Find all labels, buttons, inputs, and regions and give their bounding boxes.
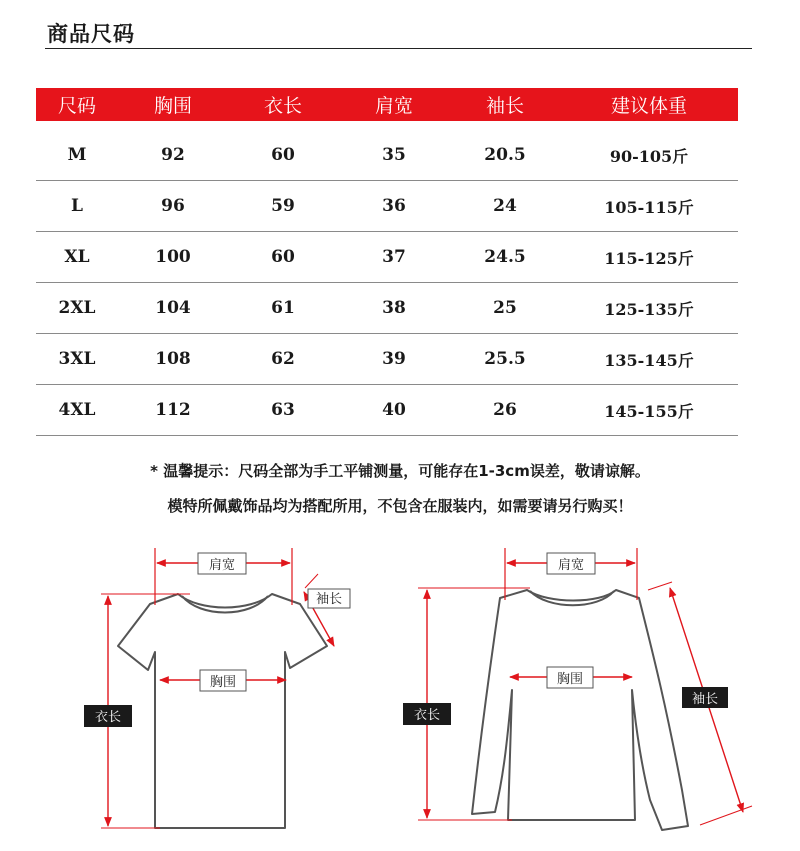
cell-length: 61 [228, 283, 338, 334]
cell-shoulder: 36 [338, 181, 450, 232]
tshirt-length-label: 衣长 [94, 710, 122, 725]
cell-weight: 125-135斤 [560, 283, 738, 334]
cell-chest: 96 [118, 181, 228, 232]
tshirt-sleeve-label: 袖长 [315, 592, 343, 607]
header-chest: 胸围 [118, 88, 228, 121]
cell-length: 60 [228, 232, 338, 283]
header-sleeve: 袖长 [450, 88, 560, 121]
tshirt-chest-label: 胸围 [209, 675, 237, 690]
cell-size: 2XL [36, 283, 118, 334]
cell-weight: 105-115斤 [560, 181, 738, 232]
page-title: 商品尺码 [47, 22, 135, 46]
header-size: 尺码 [36, 88, 118, 121]
cell-sleeve: 25 [450, 283, 560, 334]
cell-size: L [36, 181, 118, 232]
longsleeve-outline [472, 590, 688, 830]
cell-shoulder: 35 [338, 130, 450, 181]
cell-size: M [36, 130, 118, 181]
longsleeve-sleeve-label: 袖长 [691, 692, 719, 707]
cell-shoulder: 40 [338, 385, 450, 436]
cell-shoulder: 39 [338, 334, 450, 385]
cell-sleeve: 24.5 [450, 232, 560, 283]
header-length: 衣长 [228, 88, 338, 121]
longsleeve-shoulder-label: 肩宽 [557, 558, 585, 573]
longsleeve-length-label: 衣长 [413, 708, 441, 723]
cell-weight: 90-105斤 [560, 130, 738, 181]
cell-length: 62 [228, 334, 338, 385]
cell-weight: 135-145斤 [560, 334, 738, 385]
longsleeve-diagram [403, 548, 752, 830]
cell-length: 60 [228, 130, 338, 181]
cell-size: XL [36, 232, 118, 283]
accessory-note: 模特所佩戴饰品均为搭配所用，不包含在服装内，如需要请另行购买！ [167, 497, 633, 515]
cell-weight: 145-155斤 [560, 385, 738, 436]
cell-size: 3XL [36, 334, 118, 385]
tshirt-shoulder-label: 肩宽 [208, 558, 236, 573]
cell-length: 59 [228, 181, 338, 232]
cell-chest: 108 [118, 334, 228, 385]
tshirt-diagram [84, 548, 350, 828]
cell-sleeve: 26 [450, 385, 560, 436]
cell-length: 63 [228, 385, 338, 436]
cell-chest: 92 [118, 130, 228, 181]
cell-sleeve: 24 [450, 181, 560, 232]
cell-sleeve: 25.5 [450, 334, 560, 385]
cell-chest: 112 [118, 385, 228, 436]
header-shoulder: 肩宽 [338, 88, 450, 121]
measurement-note: * 温馨提示：尺码全部为手工平铺测量，可能存在1-3cm误差，敬请谅解。 [150, 462, 650, 480]
cell-chest: 104 [118, 283, 228, 334]
cell-weight: 115-125斤 [560, 232, 738, 283]
cell-chest: 100 [118, 232, 228, 283]
cell-sleeve: 20.5 [450, 130, 560, 181]
header-weight: 建议体重 [560, 88, 738, 121]
longsleeve-chest-label: 胸围 [556, 672, 584, 687]
cell-shoulder: 37 [338, 232, 450, 283]
cell-size: 4XL [36, 385, 118, 436]
cell-shoulder: 38 [338, 283, 450, 334]
tshirt-outline [118, 594, 327, 828]
